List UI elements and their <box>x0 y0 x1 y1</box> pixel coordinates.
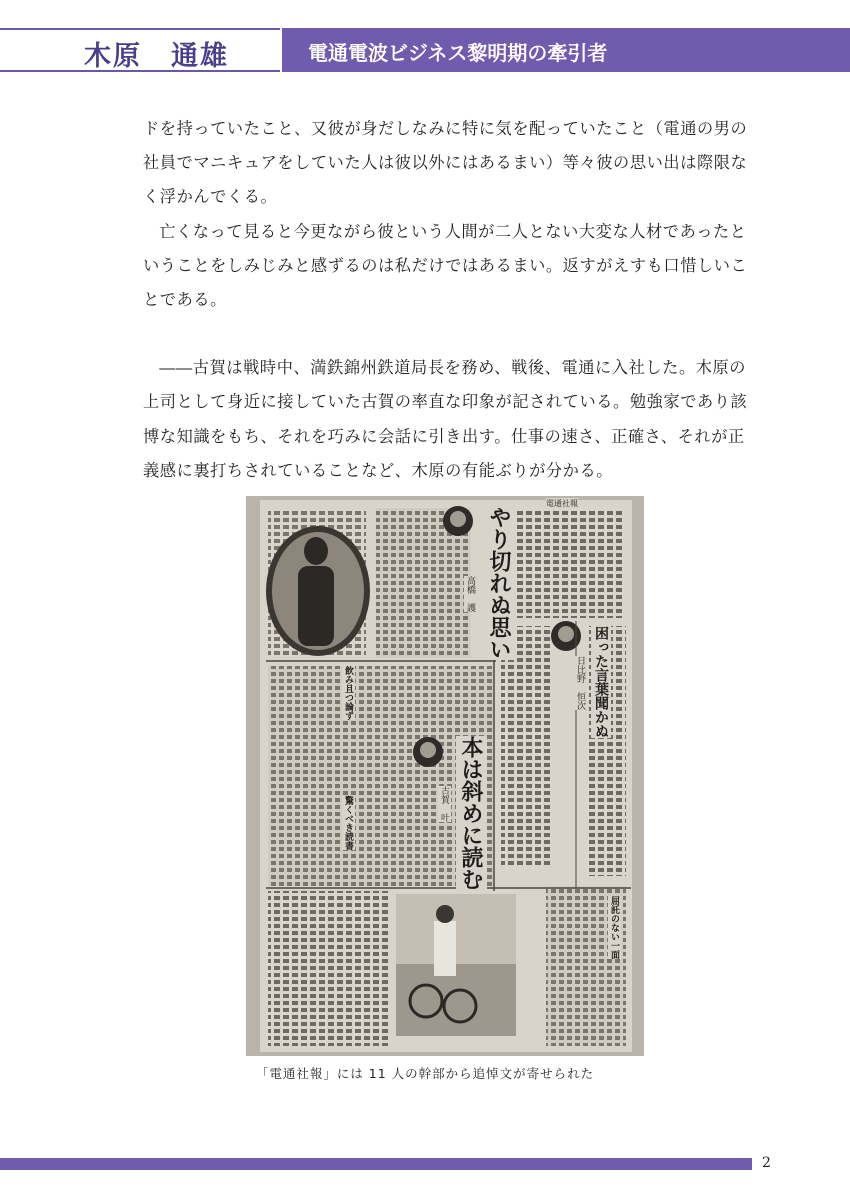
newspaper-clipping-image <box>246 496 644 1056</box>
paragraph-3: ――古賀は戦時中、満鉄錦州鉄道局長を務め、戦後、電通に入社した。木原の上司として身近に接していた古賀の率直な印象が記されている。勉強家であり該博な知識をもち、それを巧みに会話に引き出す。仕事の速さ、正確さ、それが正義感に裏打ちされていることなど、木原の有能ぶりが分かる。 <box>143 358 748 480</box>
headline-2: 困った言葉聞かぬ <box>593 626 609 738</box>
figure-caption: 「電通社報」には 11 人の幹部から追悼文が寄せられた <box>255 1066 595 1081</box>
body-text <box>143 112 753 488</box>
subhead-1: 飲み且つ論ず <box>343 666 353 720</box>
page-number: 2 <box>762 1155 771 1171</box>
person-name: 木原 通雄 <box>84 41 229 72</box>
paragraph-2: 亡くなって見ると今更ながら彼という人間が二人とない大変な人材であったということをしみじみと感ずるのは私だけではあるまい。返すがえすも口惜しいことである。 <box>143 221 748 310</box>
page-header <box>0 28 850 72</box>
headline-1: やり切れぬ思い <box>484 506 515 660</box>
subhead-2: 驚くべき読書 <box>343 796 353 850</box>
paragraph-1: ドを持っていたこと、又彼が身だしなみに特に気を配っていたこと（電通の男の社員でマニキュアをしていた人は彼以外にはあるまい）等々彼の思い出は際限なく浮かんでくる。 <box>143 119 748 207</box>
byline-2: 日比野 恒次 <box>575 656 585 710</box>
header-subtitle-box <box>282 28 850 72</box>
masthead: 電通社報 <box>546 499 578 508</box>
newspaper-clipping-photo <box>246 496 644 1056</box>
header-subtitle: 電通電波ビジネス黎明期の牽引者 <box>308 41 608 65</box>
headline-3: 本は斜めに読む <box>456 736 487 890</box>
byline-1: 高橋 護 <box>465 576 475 612</box>
subhead-3: 屈託のない一面 <box>609 896 619 959</box>
footer-bar <box>0 1158 752 1170</box>
header-name-box <box>0 28 280 72</box>
paragraph-gap <box>143 317 753 351</box>
byline-3: 古賀 叶 <box>439 786 449 822</box>
